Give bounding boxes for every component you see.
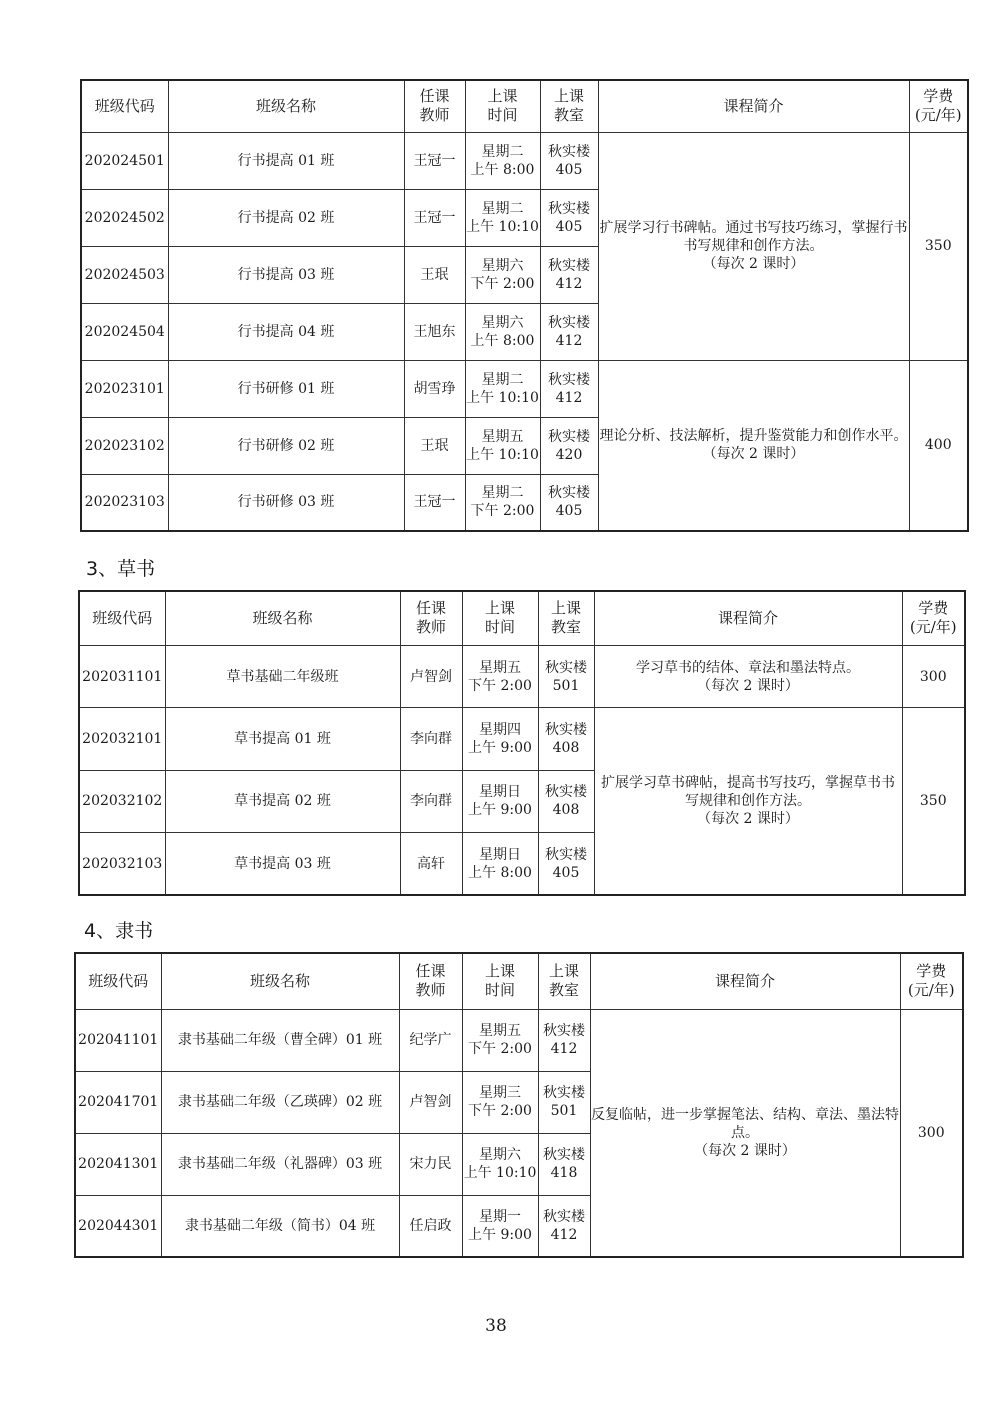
classroom: 秋实楼 501 [538,1071,590,1133]
teacher: 胡雪琤 [404,360,465,417]
xingshu-schedule-table [80,79,969,532]
class-code: 202023102 [81,417,168,474]
section-title-caoshu: 3、草书 [86,558,156,580]
class-time: 星期二 上午 8:00 [465,132,540,189]
class-code: 202024501 [81,132,168,189]
class-name: 行书研修 01 班 [168,360,404,417]
tuition-fee: 350 [909,132,968,360]
classroom: 秋实楼 408 [538,708,594,770]
teacher: 李向群 [400,708,462,770]
teacher: 王冠一 [404,189,465,246]
tuition-fee: 300 [900,1009,963,1257]
header-name: 班级名称 [168,80,404,132]
teacher: 王旭东 [404,303,465,360]
class-code: 202024503 [81,246,168,303]
header-teacher: 任课 教师 [400,591,462,645]
table-row [75,1009,963,1071]
course-intro: 学习草书的结体、章法和墨法特点。 （每次 2 课时） [594,645,902,707]
classroom: 秋实楼 420 [540,417,598,474]
classroom: 秋实楼 405 [540,474,598,531]
class-code: 202041301 [75,1133,161,1195]
teacher: 任启政 [399,1195,462,1257]
header-fee: 学费 (元/年) [902,591,965,645]
class-time: 星期日 上午 8:00 [462,833,538,895]
teacher: 王珉 [404,246,465,303]
class-name: 行书提高 04 班 [168,303,404,360]
class-time: 星期五 上午 10:10 [465,417,540,474]
page-number: 38 [485,1316,507,1336]
header-fee: 学费 (元/年) [909,80,968,132]
header-time: 上课 时间 [465,80,540,132]
classroom: 秋实楼 412 [540,360,598,417]
class-code: 202041101 [75,1009,161,1071]
class-time: 星期二 上午 10:10 [465,189,540,246]
section-title-lishu: 4、隶书 [84,920,154,942]
class-name: 行书研修 02 班 [168,417,404,474]
class-name: 行书研修 03 班 [168,474,404,531]
classroom: 秋实楼 405 [540,132,598,189]
header-teacher: 任课 教师 [404,80,465,132]
header-room: 上课 教室 [540,80,598,132]
teacher: 李向群 [400,770,462,832]
class-name: 草书基础二年级班 [165,645,400,707]
teacher: 王冠一 [404,474,465,531]
table-row [79,708,965,770]
teacher: 宋力民 [399,1133,462,1195]
class-time: 星期六 上午 10:10 [462,1133,538,1195]
teacher: 卢智剑 [399,1071,462,1133]
class-time: 星期二 下午 2:00 [465,474,540,531]
table-row [81,360,968,417]
classroom: 秋实楼 412 [538,1009,590,1071]
class-name: 隶书基础二年级（曹全碑）01 班 [161,1009,399,1071]
classroom: 秋实楼 405 [540,189,598,246]
header-name: 班级名称 [161,953,399,1009]
class-time: 星期一 上午 9:00 [462,1195,538,1257]
classroom: 秋实楼 405 [538,833,594,895]
teacher: 纪学广 [399,1009,462,1071]
classroom: 秋实楼 412 [540,246,598,303]
header-fee: 学费 (元/年) [900,953,963,1009]
class-time: 星期日 上午 9:00 [462,770,538,832]
table-row [79,645,965,707]
tuition-fee: 300 [902,645,965,707]
class-name: 隶书基础二年级（简书）04 班 [161,1195,399,1257]
header-room: 上课 教室 [538,953,590,1009]
class-name: 行书提高 02 班 [168,189,404,246]
class-time: 星期六 上午 8:00 [465,303,540,360]
table-header-row [75,953,963,1009]
header-intro: 课程简介 [590,953,900,1009]
class-name: 隶书基础二年级（礼器碑）03 班 [161,1133,399,1195]
header-code: 班级代码 [81,80,168,132]
class-name: 草书提高 01 班 [165,708,400,770]
classroom: 秋实楼 412 [540,303,598,360]
class-code: 202024504 [81,303,168,360]
class-time: 星期三 下午 2:00 [462,1071,538,1133]
table-header-row [81,80,968,132]
class-code: 202044301 [75,1195,161,1257]
teacher: 高轩 [400,833,462,895]
header-intro: 课程简介 [594,591,902,645]
class-name: 行书提高 01 班 [168,132,404,189]
classroom: 秋实楼 412 [538,1195,590,1257]
teacher: 王珉 [404,417,465,474]
class-name: 隶书基础二年级（乙瑛碑）02 班 [161,1071,399,1133]
course-intro: 理论分析、技法解析，提升鉴赏能力和创作水平。 （每次 2 课时） [598,360,909,531]
class-code: 202032101 [79,708,165,770]
class-code: 202041701 [75,1071,161,1133]
header-room: 上课 教室 [538,591,594,645]
class-code: 202031101 [79,645,165,707]
lishu-schedule-table [74,952,964,1258]
course-intro: 反复临帖，进一步掌握笔法、结构、章法、墨法特点。 （每次 2 课时） [590,1009,900,1257]
class-time: 星期二 上午 10:10 [465,360,540,417]
teacher: 王冠一 [404,132,465,189]
header-code: 班级代码 [79,591,165,645]
classroom: 秋实楼 418 [538,1133,590,1195]
header-name: 班级名称 [165,591,400,645]
class-code: 202032102 [79,770,165,832]
class-code: 202024502 [81,189,168,246]
caoshu-schedule-table [78,590,966,896]
header-code: 班级代码 [75,953,161,1009]
class-time: 星期六 下午 2:00 [465,246,540,303]
class-code: 202023103 [81,474,168,531]
teacher: 卢智剑 [400,645,462,707]
class-name: 行书提高 03 班 [168,246,404,303]
tuition-fee: 400 [909,360,968,531]
header-time: 上课 时间 [462,591,538,645]
course-intro: 扩展学习草书碑帖，提高书写技巧，掌握草书书写规律和创作方法。 （每次 2 课时） [594,708,902,895]
table-row [81,132,968,189]
header-time: 上课 时间 [462,953,538,1009]
class-time: 星期四 上午 9:00 [462,708,538,770]
class-code: 202023101 [81,360,168,417]
header-teacher: 任课 教师 [399,953,462,1009]
table-header-row [79,591,965,645]
class-time: 星期五 下午 2:00 [462,645,538,707]
class-time: 星期五 下午 2:00 [462,1009,538,1071]
tuition-fee: 350 [902,708,965,895]
course-intro: 扩展学习行书碑帖。通过书写技巧练习，掌握行书书写规律和创作方法。 （每次 2 课时） [598,132,909,360]
class-code: 202032103 [79,833,165,895]
header-intro: 课程简介 [598,80,909,132]
class-name: 草书提高 03 班 [165,833,400,895]
classroom: 秋实楼 501 [538,645,594,707]
classroom: 秋实楼 408 [538,770,594,832]
class-name: 草书提高 02 班 [165,770,400,832]
